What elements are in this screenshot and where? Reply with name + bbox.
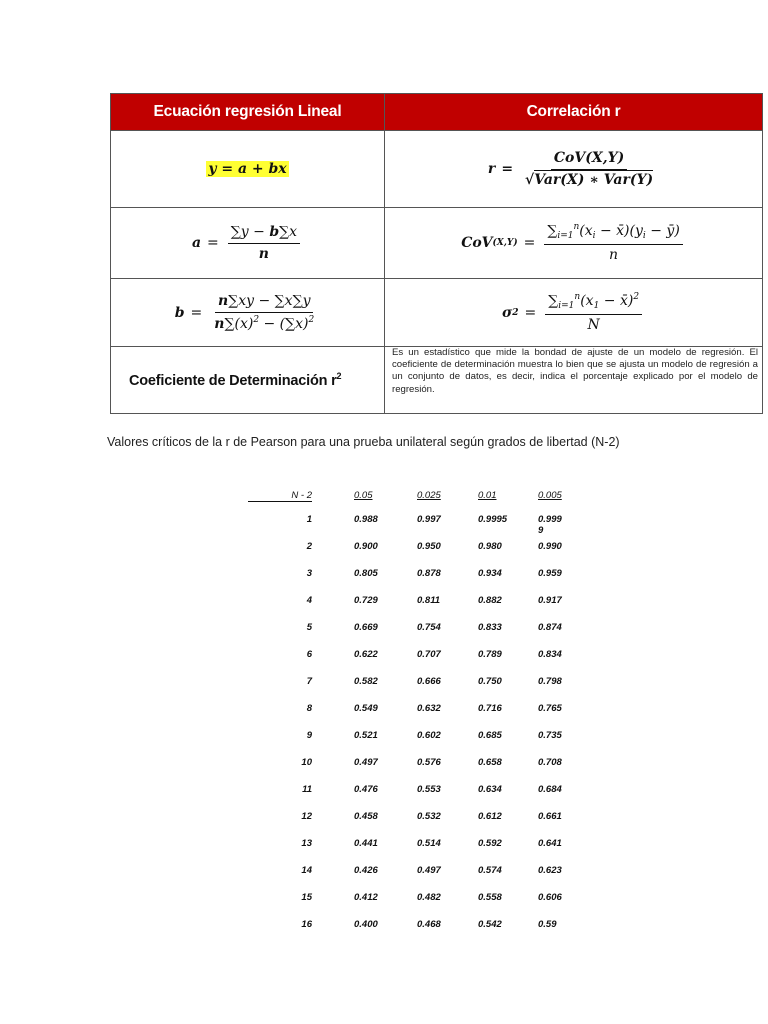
cell-0-025: 0.632 bbox=[417, 703, 441, 714]
cell-0-01: 0.833 bbox=[478, 622, 502, 633]
cell-0-05: 0.900 bbox=[354, 541, 378, 552]
cell-0-05: 0.412 bbox=[354, 892, 378, 903]
table-row bbox=[248, 672, 588, 699]
cell-n: 11 bbox=[302, 784, 312, 795]
cell-0-01: 0.634 bbox=[478, 784, 502, 795]
cell-0-025: 0.997 bbox=[417, 514, 441, 525]
cell-0-025: 0.576 bbox=[417, 757, 441, 768]
intercept-formula-cell bbox=[111, 208, 385, 279]
cell-0-01: 0.612 bbox=[478, 811, 502, 822]
table-row bbox=[248, 564, 588, 591]
cell-n: 6 bbox=[306, 649, 312, 660]
table-row bbox=[248, 780, 588, 807]
cell-n: 14 bbox=[301, 865, 312, 876]
correlation-formula-cell bbox=[385, 131, 763, 208]
coef-determination-description: Es un estadístico que mide la bondad de ajuste de un modelo de regresión. El coeficiente de determinación muestra lo bien que se ajusta un modelo de regresión a un conjunto de datos, es decir, indica el porcentaje explicado por el modelo de regresión. bbox=[385, 347, 763, 414]
regression-equation-cell bbox=[111, 131, 385, 208]
cell-n: 1 bbox=[306, 514, 312, 525]
cell-0-005: 0.917 bbox=[538, 595, 562, 606]
pearson-caption: Valores críticos de la r de Pearson para una prueba unilateral según grados de libertad (N-2) bbox=[107, 435, 620, 449]
cell-0-025: 0.468 bbox=[417, 919, 441, 930]
intercept-formula: a = $\frac{\sum y - b\sum x}{n}$ bbox=[111, 224, 384, 263]
cell-0-025: 0.602 bbox=[417, 730, 441, 741]
cell-0-025: 0.553 bbox=[417, 784, 441, 795]
cell-0-05: 0.582 bbox=[354, 676, 378, 687]
table-row bbox=[248, 726, 588, 753]
cell-0-01: 0.934 bbox=[478, 568, 502, 579]
variance-formula-cell bbox=[385, 279, 763, 347]
cell-n: 3 bbox=[306, 568, 312, 579]
table-row bbox=[248, 618, 588, 645]
cell-0-01: 0.592 bbox=[478, 838, 502, 849]
cell-0-01: 0.542 bbox=[478, 919, 502, 930]
cell-0-05: 0.400 bbox=[354, 919, 378, 930]
table-row bbox=[248, 591, 588, 618]
cell-0-05: 0.622 bbox=[354, 649, 378, 660]
cell-n: 13 bbox=[301, 838, 312, 849]
cell-n: 4 bbox=[306, 595, 312, 606]
cell-0-025: 0.950 bbox=[417, 541, 441, 552]
cell-0-01: 0.658 bbox=[478, 757, 502, 768]
cell-0-05: 0.458 bbox=[354, 811, 378, 822]
header-0-05: 0.05 bbox=[354, 490, 373, 501]
cell-0-005: 0.834 bbox=[538, 649, 562, 660]
cell-0-01: 0.716 bbox=[478, 703, 502, 714]
cell-n: 7 bbox=[306, 676, 312, 687]
cell-0-01: 0.574 bbox=[478, 865, 502, 876]
cell-0-025: 0.532 bbox=[417, 811, 441, 822]
table-row bbox=[248, 834, 588, 861]
cell-0-01: 0.558 bbox=[478, 892, 502, 903]
table-row bbox=[248, 807, 588, 834]
cell-0-05: 0.988 bbox=[354, 514, 378, 525]
coef-determination-label: Coeficiente de Determinación $r^2$ bbox=[111, 347, 385, 414]
table-row bbox=[248, 861, 588, 888]
cell-0-05: 0.497 bbox=[354, 757, 378, 768]
cell-0-05: 0.521 bbox=[354, 730, 378, 741]
cell-0-05: 0.549 bbox=[354, 703, 378, 714]
header-0-01: 0.01 bbox=[478, 490, 497, 501]
cell-0-005: 0.661 bbox=[538, 811, 562, 822]
cell-0-025: 0.754 bbox=[417, 622, 441, 633]
cell-n: 15 bbox=[301, 892, 312, 903]
cell-n: 10 bbox=[301, 757, 312, 768]
cell-0-025: 0.666 bbox=[417, 676, 441, 687]
cell-0-005: 0.959 bbox=[538, 568, 562, 579]
covariance-formula: CoV (X,Y) = $\frac{\sum_{i=1}^n(x_i - x̄)(y_i - ȳ)}{n}$ bbox=[385, 222, 762, 264]
cell-0-05: 0.426 bbox=[354, 865, 378, 876]
table-row bbox=[248, 510, 588, 537]
cell-0-01: 0.9995 bbox=[478, 514, 508, 525]
pearson-rows bbox=[248, 510, 588, 942]
cell-0-005: 0.641 bbox=[538, 838, 562, 849]
cell-0-05: 0.476 bbox=[354, 784, 378, 795]
cell-0-005: 0.623 bbox=[538, 865, 562, 876]
cell-0-01: 0.980 bbox=[478, 541, 502, 552]
cell-0-05: 0.669 bbox=[354, 622, 378, 633]
table-row bbox=[248, 699, 588, 726]
cell-0-01: 0.789 bbox=[478, 649, 502, 660]
table-row bbox=[248, 888, 588, 915]
cell-0-005: 0.874 bbox=[538, 622, 562, 633]
cell-0-005: 0.765 bbox=[538, 703, 562, 714]
cell-n: 8 bbox=[306, 703, 312, 714]
table-row bbox=[248, 753, 588, 780]
cell-0-025: 0.497 bbox=[417, 865, 441, 876]
slope-formula: b = $\frac{n\sum xy - \sum x\sum y}{n\sum(x)^2 - (\sum x)^2}$ bbox=[174, 292, 315, 332]
cell-n: 5 bbox=[306, 622, 312, 633]
cell-0-05: 0.805 bbox=[354, 568, 378, 579]
cell-0-05: 0.441 bbox=[354, 838, 378, 849]
correlation-formula: r = $\frac{\text{CoV(X,Y)}}{\text{√Var(X) ∗ Var(Y)}}$ bbox=[487, 149, 654, 188]
cell-0-005: 0.735 bbox=[538, 730, 562, 741]
cell-0-01: 0.882 bbox=[478, 595, 502, 606]
pearson-header-row bbox=[248, 488, 588, 510]
cell-0-005: 0.9999 bbox=[538, 514, 562, 536]
cell-0-01: 0.685 bbox=[478, 730, 502, 741]
cell-0-005: 0.59 bbox=[538, 919, 557, 930]
cell-0-025: 0.514 bbox=[417, 838, 441, 849]
table-row bbox=[248, 915, 588, 942]
regression-equation: y = a + bx bbox=[208, 161, 287, 177]
cell-0-05: 0.729 bbox=[354, 595, 378, 606]
cell-0-01: 0.750 bbox=[478, 676, 502, 687]
cell-n: 9 bbox=[306, 730, 312, 741]
table-row bbox=[248, 645, 588, 672]
cell-0-025: 0.482 bbox=[417, 892, 441, 903]
pearson-critical-values-table bbox=[248, 488, 588, 942]
covariance-formula-cell bbox=[385, 208, 763, 279]
header-0-025: 0.025 bbox=[417, 490, 441, 501]
header-regression: Ecuación regresión Lineal bbox=[111, 94, 385, 131]
formula-table bbox=[110, 93, 763, 414]
cell-0-005: 0.990 bbox=[538, 541, 562, 552]
cell-0-025: 0.878 bbox=[417, 568, 441, 579]
variance-formula: σ 2 = $\frac{\sum_{i=1}^n(x_1 - x̄)^2}{N}$ bbox=[385, 292, 762, 334]
cell-0-005: 0.684 bbox=[538, 784, 562, 795]
cell-n: 2 bbox=[306, 541, 312, 552]
slope-formula-cell bbox=[111, 279, 385, 347]
cell-0-005: 0.606 bbox=[538, 892, 562, 903]
cell-0-005: 0.708 bbox=[538, 757, 562, 768]
cell-0-025: 0.707 bbox=[417, 649, 441, 660]
cell-0-005: 0.798 bbox=[538, 676, 562, 687]
cell-n: 16 bbox=[301, 919, 312, 930]
table-row bbox=[248, 537, 588, 564]
cell-0-025: 0.811 bbox=[417, 595, 441, 606]
header-correlation: Correlación r bbox=[385, 94, 763, 131]
header-n-2: N - 2 bbox=[248, 490, 312, 502]
header-0-005: 0.005 bbox=[538, 490, 562, 501]
cell-n: 12 bbox=[301, 811, 312, 822]
